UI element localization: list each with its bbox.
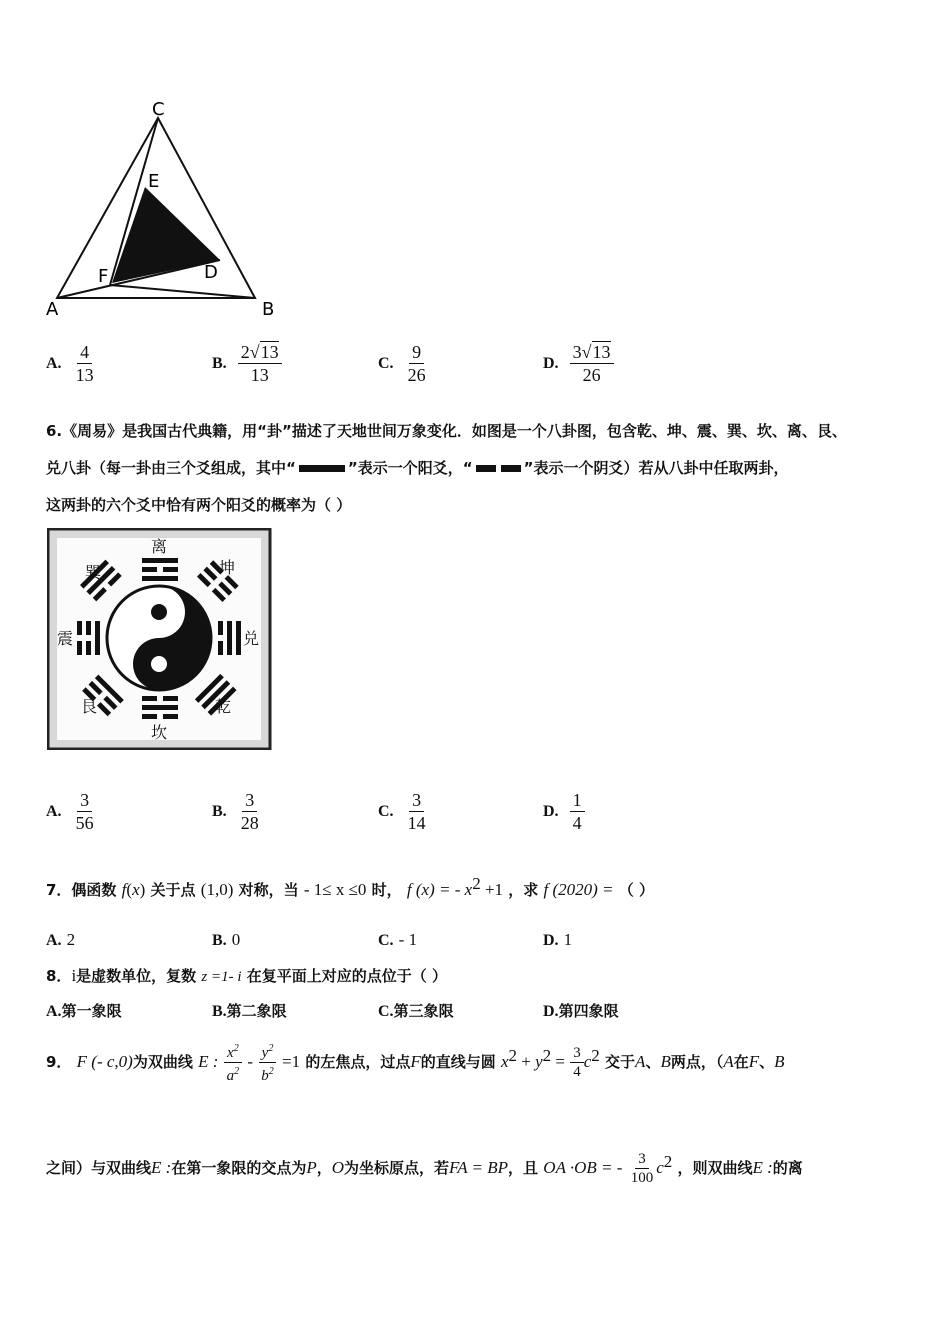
q7-option-d[interactable]: D. 1	[543, 930, 573, 949]
label-c: C	[152, 99, 165, 120]
label-kun: 坤	[219, 558, 236, 577]
q5-option-c[interactable]	[378, 341, 429, 386]
q6-line3: 这两卦的六个爻中恰有两个阳爻的概率为（ ）	[46, 496, 352, 514]
option-letter: A.	[46, 355, 62, 372]
bagua-figure	[47, 528, 272, 750]
label-qian: 乾	[215, 697, 232, 716]
q6-option-a[interactable]: A. $\frac{3}{56}$	[46, 789, 97, 834]
q8-option-d[interactable]: D.第四象限	[543, 1002, 619, 1020]
fraction: $\frac{3√13}{26}$	[570, 341, 614, 386]
q8-option-c[interactable]: C.第三象限	[378, 1002, 454, 1020]
fraction: $\frac{4}{13}$	[75, 342, 94, 385]
label-xun: 巽	[85, 563, 102, 582]
label-b: B	[262, 299, 275, 320]
q7-option-c[interactable]: C. - 1	[378, 930, 418, 949]
label-li: 离	[151, 537, 168, 556]
label-f: F	[98, 266, 109, 287]
fraction: $\frac{9}{26}$	[407, 342, 426, 385]
q9-line2: 之间）与双曲线E :在第一象限的交点为P，O为坐标原点，若FA = BP，且 OA ·OB = - $\frac{3}{100}$ $c^2$ ，则双曲线E :的离	[46, 1151, 803, 1186]
fraction: $\frac{3}{56}$	[75, 790, 94, 833]
label-e: E	[148, 171, 160, 192]
q6-line1: 6.《周易》是我国古代典籍，用“卦”描述了天地世间万象变化．如图是一个八卦图，包含乾、坤、震、巽、坎、离、艮、	[46, 422, 847, 440]
q8-option-a[interactable]: A.第一象限	[46, 1002, 122, 1020]
fraction: $\frac{1}{4}$	[570, 789, 585, 834]
label-zhen: 震	[57, 629, 74, 648]
option-letter: D.	[543, 355, 559, 372]
label-d: D	[204, 262, 218, 283]
q5-option-a[interactable]	[46, 341, 97, 386]
q6-option-d[interactable]: D. $\frac{1}{4}$	[543, 789, 585, 834]
q8-option-b[interactable]: B.第二象限	[212, 1002, 287, 1020]
yin-yao-icon	[476, 465, 496, 472]
fraction: $\frac{2√13}{13}$	[238, 341, 282, 386]
q6-line2: 兑八卦（每一卦由三个爻组成，其中“ ”表示一个阳爻，“ ”表示一个阴爻）若从八卦中任取两卦，	[46, 459, 789, 477]
q7-stem: 7．偶函数 f(x) 关于点 (1,0) 对称，当 - 1≤ x ≤0 时， f (x) = - $x^2 +1$ ，求 f (2020) = （ ）	[46, 874, 655, 899]
q6-option-c[interactable]: C. $\frac{3}{14}$	[378, 789, 429, 834]
yin-yao-icon	[501, 465, 521, 472]
q7-option-b[interactable]: B. 0	[212, 930, 241, 949]
q8-stem: 8．i是虚数单位，复数 z =1- i 在复平面上对应的点位于（ ）	[46, 966, 448, 985]
option-letter: C.	[378, 355, 394, 372]
q5-option-d[interactable]	[543, 341, 614, 386]
label-gen: 艮	[81, 697, 98, 716]
q7-option-a[interactable]: A. 2	[46, 930, 76, 949]
label-a: A	[46, 299, 59, 320]
fraction: $\frac{3}{14}$	[407, 790, 426, 833]
q5-option-b[interactable]	[212, 341, 282, 386]
yin-yang-icon	[107, 586, 211, 690]
label-kan: 坎	[151, 723, 168, 742]
q6-option-b[interactable]: B. $\frac{3}{28}$	[212, 789, 262, 834]
triangle-figure	[40, 95, 290, 320]
fraction: $\frac{3}{28}$	[240, 790, 259, 833]
option-letter: B.	[212, 355, 227, 372]
line-bf	[110, 285, 255, 298]
q9-line1: 9． F (- c,0)为双曲线 E : $\frac{x^2}{a^2}$ - $\frac{y^2}{b^2}$ =1 的左焦点，过点F的直线与圆 $x^2 + y^2$ = $\frac{3}{4}$ $c^2$ 交于A、B两点，（A在F、B	[46, 1040, 785, 1085]
yang-yao-icon	[299, 465, 345, 472]
label-dui: 兑	[243, 629, 260, 648]
